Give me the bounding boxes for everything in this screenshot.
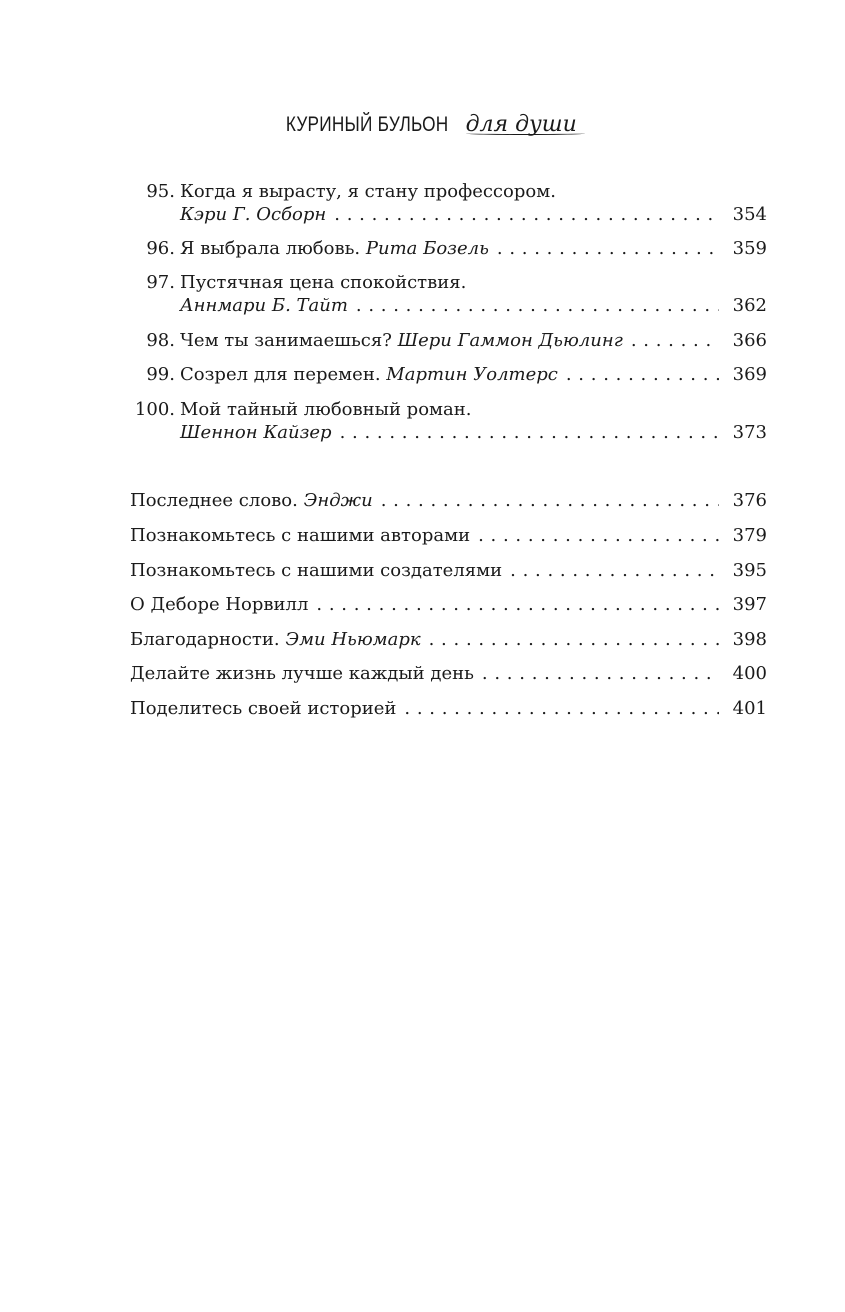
entry-author: Энджи [303,490,373,511]
entry-author: Шери Гаммон Дьюлинг [397,330,623,351]
dot-leader [631,329,719,352]
entry-title: Делайте жизнь лучше каждый день [130,663,474,684]
dot-leader [497,237,719,260]
entry-title: Когда я вырасту, я стану профессором. [180,181,556,202]
entry-number: 95. [146,181,175,202]
entry-page: 366 [732,330,767,351]
entry-author: Мартин Уолтерс [386,364,558,385]
dot-leader [478,524,719,547]
entry-page: 369 [732,364,767,385]
entry-page: 379 [732,525,767,546]
entry-page: 400 [732,663,767,684]
dot-leader [334,203,719,226]
header-script-text: для души [465,112,577,137]
dot-leader [404,697,719,720]
entry-title: Благодарности. [130,629,280,650]
entry-title: Последнее слово. [130,490,298,511]
entry-author: Шеннон Кайзер [180,422,332,443]
entry-page: 397 [732,594,767,615]
dot-leader [566,363,719,386]
toc-entry-100[interactable] [130,398,767,444]
entry-number: 100. [134,399,175,420]
dot-leader [381,489,719,512]
toc-entry-95[interactable] [130,180,767,226]
header-swash [466,132,585,135]
dot-leader [316,593,719,616]
entry-page: 376 [732,490,767,511]
entry-page: 395 [732,560,767,581]
toc-entry-about-deborah[interactable] [130,593,767,616]
entry-number: 97. [146,272,175,293]
toc-entry-meet-creators[interactable] [130,559,767,582]
toc-entry-96[interactable] [130,237,767,260]
dot-leader [429,628,719,651]
entry-title: Созрел для перемен. [180,364,381,385]
entry-page: 362 [732,295,767,316]
entry-title: Познакомьтесь с нашими авторами [130,525,471,546]
toc-entry-99[interactable] [130,363,767,386]
dot-leader [356,294,719,317]
entry-author: Кэри Г. Осборн [180,204,327,225]
entry-title: О Деборе Норвилл [130,594,309,615]
entry-page: 373 [732,422,767,443]
toc-entry-98[interactable] [130,329,767,352]
toc-entry-afterword[interactable] [130,489,767,512]
entry-page: 354 [732,204,767,225]
entry-title: Поделитесь своей историей [130,698,397,719]
dot-leader [510,559,719,582]
toc-entry-make-life-better[interactable] [130,662,767,685]
entry-author: Аннмари Б. Тайт [180,295,348,316]
entry-number: 99. [146,364,175,385]
dot-leader [340,421,719,444]
entry-title: Чем ты занимаешься? [180,330,392,351]
header-title: КУРИНЫЙ БУЛЬОН [286,113,449,136]
header-script-subtitle [466,112,577,137]
running-header [0,112,845,137]
entry-page: 398 [732,629,767,650]
entry-title: Пустячная цена спокойствия. [180,272,467,293]
toc-entry-meet-authors[interactable] [130,524,767,547]
toc-entry-acknowledgements[interactable] [130,628,767,651]
toc-entry-97[interactable] [130,271,767,317]
entry-page: 401 [732,698,767,719]
entry-number: 98. [146,330,175,351]
toc-entry-share-story[interactable] [130,697,767,720]
entry-title: Познакомьтесь с нашими создателями [130,560,503,581]
entry-title: Я выбрала любовь. [180,238,361,259]
entry-author: Эми Ньюмарк [285,629,421,650]
entry-title: Мой тайный любовный роман. [180,399,472,420]
entry-number: 96. [146,238,175,259]
entry-page: 359 [732,238,767,259]
entry-author: Рита Бозель [365,238,489,259]
dot-leader [482,662,719,685]
